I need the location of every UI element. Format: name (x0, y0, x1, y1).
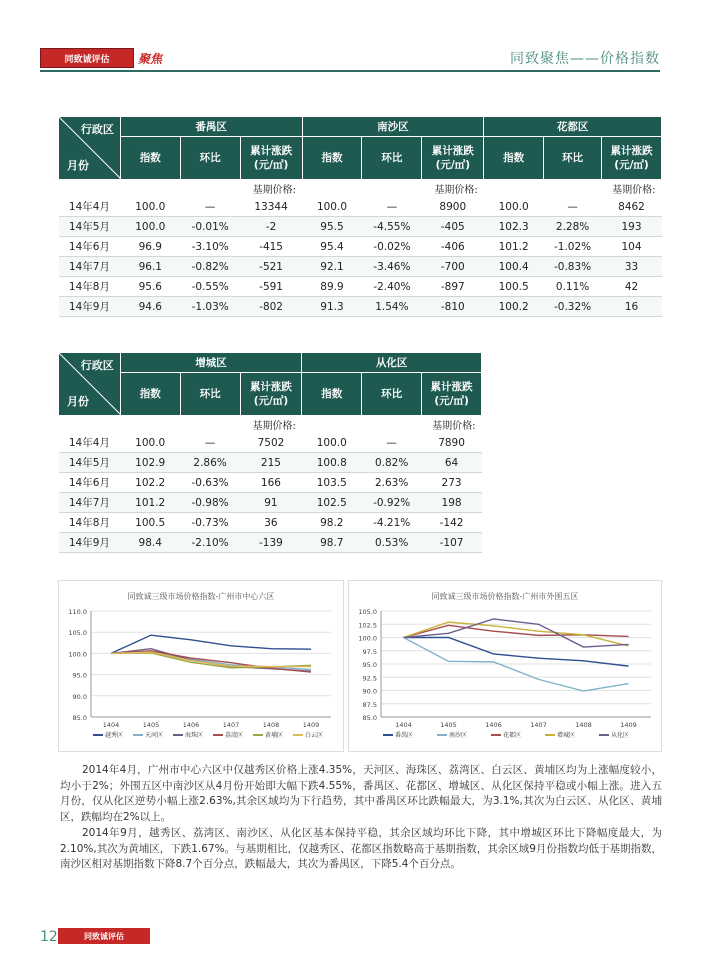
column-header: 环比 (180, 137, 240, 180)
district-header: 花都区 (484, 117, 662, 137)
value-cell: 13344 (240, 197, 302, 217)
value-cell: 89.9 (302, 277, 362, 297)
value-cell: 1.54% (362, 297, 422, 317)
value-cell: -0.02% (362, 237, 422, 257)
month-cell: 14年5月 (59, 217, 121, 237)
value-cell: -0.32% (544, 297, 602, 317)
corner-month-label: 月份 (67, 159, 89, 172)
value-cell: 7890 (422, 433, 482, 453)
value-cell: 98.2 (302, 513, 362, 533)
value-cell: 2.63% (362, 473, 422, 493)
value-cell: 100.0 (302, 433, 362, 453)
x-tick-label: 1407 (222, 721, 240, 729)
column-header: 环比 (362, 373, 422, 416)
value-cell: 102.5 (302, 493, 362, 513)
value-cell: 104 (602, 237, 662, 257)
table-row (59, 197, 662, 217)
value-cell: 0.82% (362, 453, 422, 473)
legend-label: 花都区 (503, 732, 522, 739)
value-cell: -406 (422, 237, 484, 257)
value-cell: 2.86% (180, 453, 240, 473)
series-line (404, 638, 629, 667)
y-tick-label: 92.5 (362, 674, 377, 683)
value-cell: 101.2 (120, 493, 180, 513)
column-header: 环比 (362, 137, 422, 180)
month-cell: 14年8月 (59, 277, 121, 297)
value-cell: -810 (422, 297, 484, 317)
base-price-label: 基期价格: (612, 185, 656, 196)
value-cell: 166 (240, 473, 302, 493)
value-cell: 100.0 (484, 197, 544, 217)
value-cell: -0.55% (180, 277, 240, 297)
column-header: 指数 (120, 137, 180, 180)
logo-text: 同致诚评估 (40, 48, 134, 68)
value-cell: -0.82% (180, 257, 240, 277)
value-cell: 100.0 (120, 197, 180, 217)
value-cell: 102.9 (120, 453, 180, 473)
value-cell: -0.63% (180, 473, 240, 493)
page-header (40, 46, 660, 72)
month-cell: 14年7月 (59, 493, 121, 513)
chart-title: 同致诚三级市场价格指数-广州市外围五区 (431, 592, 579, 601)
district-header: 增城区 (120, 353, 302, 373)
column-header: 累计涨跌 (元/㎡) (240, 137, 302, 180)
table-row (59, 513, 482, 533)
x-tick-label: 1408 (262, 721, 280, 729)
value-cell: -142 (422, 513, 482, 533)
index-table-1 (58, 116, 662, 317)
series-line (111, 635, 311, 653)
x-tick-label: 1407 (530, 721, 547, 729)
month-cell: 14年9月 (59, 533, 121, 553)
value-cell: 273 (422, 473, 482, 493)
value-cell: 95.4 (302, 237, 362, 257)
value-cell: 96.9 (120, 237, 180, 257)
y-tick-label: 85.0 (362, 714, 377, 722)
y-tick-label: 100.0 (68, 650, 87, 659)
value-cell: 98.7 (302, 533, 362, 553)
analysis-paragraph: 2014年4月，广州市中心六区中仅越秀区价格上涨4.35%，天河区、海珠区、荔湾区、白云区、黄埔区均为上涨幅度较小，均小于2%；外围五区中南沙区从4月份开始即大幅下跌4.55%，番禺区、花都区、增城区、从化区保持平稳或小幅上涨。进入五月份，仅从化区逆势小幅上涨2.63%,其余区域均为下行趋势，其中番禺区环比跌幅最大，为3.1%,其次为白云区、从化区、黄埔区，跌幅均在2%以上。 (60, 764, 662, 823)
value-cell: 64 (422, 453, 482, 473)
value-cell: 96.1 (120, 257, 180, 277)
value-cell: -0.73% (180, 513, 240, 533)
chart-central-districts (58, 580, 344, 752)
month-cell: 14年7月 (59, 257, 121, 277)
value-cell: 91.3 (302, 297, 362, 317)
line-chart-svg (349, 581, 661, 751)
value-cell: -4.55% (362, 217, 422, 237)
table-row (59, 473, 482, 493)
district-header: 番禺区 (120, 117, 302, 137)
legend-label: 南沙区 (449, 732, 468, 739)
y-tick-label: 105.0 (358, 608, 377, 616)
value-cell: — (180, 197, 240, 217)
value-cell: — (544, 197, 602, 217)
line-chart-svg (59, 581, 343, 751)
month-cell: 14年4月 (59, 197, 121, 217)
value-cell: -2 (240, 217, 302, 237)
value-cell: 101.2 (484, 237, 544, 257)
base-price-label-row (59, 180, 662, 198)
value-cell: 100.5 (484, 277, 544, 297)
column-header: 环比 (180, 373, 240, 416)
value-cell: -415 (240, 237, 302, 257)
value-cell: -0.92% (362, 493, 422, 513)
x-tick-label: 1404 (395, 721, 412, 729)
value-cell: 7502 (240, 433, 302, 453)
base-price-label-row (59, 416, 482, 434)
brand-logo (40, 48, 190, 68)
y-tick-label: 95.0 (362, 661, 377, 669)
y-tick-label: 90.0 (72, 692, 87, 701)
value-cell: 95.6 (120, 277, 180, 297)
legend-label: 白云区 (305, 732, 324, 739)
index-table-2 (58, 352, 482, 553)
table-row (59, 237, 662, 257)
legend-label: 增城区 (557, 732, 576, 739)
table-row (59, 257, 662, 277)
value-cell: 8900 (422, 197, 484, 217)
table-row (59, 277, 662, 297)
month-cell: 14年6月 (59, 237, 121, 257)
value-cell: 95.5 (302, 217, 362, 237)
value-cell: -521 (240, 257, 302, 277)
page-title: 同致聚焦——价格指数 (510, 51, 660, 67)
series-line (404, 625, 629, 637)
column-header: 环比 (544, 137, 602, 180)
footer-logo: 同致诚评估 (58, 928, 150, 944)
table-corner (59, 353, 121, 416)
value-cell: 100.8 (302, 453, 362, 473)
y-tick-label: 100.0 (358, 634, 377, 643)
x-tick-label: 1409 (620, 721, 637, 729)
corner-district-label: 行政区 (80, 359, 114, 372)
x-tick-label: 1406 (485, 721, 502, 729)
x-tick-label: 1404 (102, 721, 120, 729)
value-cell: -3.10% (180, 237, 240, 257)
value-cell: 215 (240, 453, 302, 473)
value-cell: 33 (602, 257, 662, 277)
value-cell: 100.0 (120, 433, 180, 453)
column-header: 累计涨跌 (元/㎡) (422, 137, 484, 180)
value-cell: 0.11% (544, 277, 602, 297)
page-number: 12 (40, 929, 58, 945)
table-row (59, 297, 662, 317)
value-cell: -0.01% (180, 217, 240, 237)
table-row (59, 493, 482, 513)
legend-label: 海珠区 (185, 732, 204, 739)
base-price-label: 基期价格: (432, 421, 476, 432)
x-tick-label: 1408 (575, 721, 592, 729)
base-price-label: 基期价格: (252, 185, 297, 196)
base-price-label: 基期价格: (434, 185, 478, 196)
logo-mark: 聚焦 (138, 51, 163, 66)
district-header: 从化区 (302, 353, 482, 373)
header-divider (40, 70, 660, 72)
y-tick-label: 110.0 (68, 608, 87, 616)
value-cell: 102.3 (484, 217, 544, 237)
value-cell: -897 (422, 277, 484, 297)
value-cell: 100.4 (484, 257, 544, 277)
value-cell: 91 (240, 493, 302, 513)
value-cell: 16 (602, 297, 662, 317)
y-tick-label: 87.5 (362, 700, 377, 709)
legend-label: 荔湾区 (225, 732, 244, 739)
value-cell: -700 (422, 257, 484, 277)
value-cell: -0.98% (180, 493, 240, 513)
value-cell: 98.4 (120, 533, 180, 553)
value-cell: 42 (602, 277, 662, 297)
table-row (59, 433, 482, 453)
value-cell: -139 (240, 533, 302, 553)
value-cell: 198 (422, 493, 482, 513)
value-cell: -0.83% (544, 257, 602, 277)
value-cell: -2.40% (362, 277, 422, 297)
legend-label: 从化区 (611, 732, 630, 739)
value-cell: 100.5 (120, 513, 180, 533)
value-cell: 2.28% (544, 217, 602, 237)
y-tick-label: 90.0 (362, 687, 377, 696)
value-cell: -4.21% (362, 513, 422, 533)
y-tick-label: 105.0 (68, 629, 87, 638)
charts-area (58, 580, 662, 750)
analysis-paragraph: 2014年9月，越秀区、荔湾区、南沙区、从化区基本保持平稳，其余区域均环比下降，其中增城区环比下降幅度最大，为2.10%,其次为黄埔区，下跌1.67%。与基期相比，仅越秀区、花都区指数略高于基期指数，其余区域9月份指数均低于基期指数，南沙区相对基期指数下降8.7个百分点，跌幅最大，其次为番禺区，下降5.4个百分点。 (60, 827, 662, 870)
column-header: 累计涨跌 (元/㎡) (240, 373, 302, 416)
value-cell: — (362, 433, 422, 453)
month-cell: 14年9月 (59, 297, 121, 317)
table-corner (59, 117, 121, 180)
value-cell: 100.2 (484, 297, 544, 317)
value-cell: -2.10% (180, 533, 240, 553)
base-price-label: 基期价格: (252, 421, 296, 432)
y-tick-label: 85.0 (72, 714, 87, 722)
month-cell: 14年8月 (59, 513, 121, 533)
column-header: 指数 (120, 373, 180, 416)
value-cell: -1.02% (544, 237, 602, 257)
value-cell: -3.46% (362, 257, 422, 277)
y-tick-label: 97.5 (362, 647, 377, 656)
chart-title: 同致诚三级市场价格指数-广州市中心六区 (127, 592, 275, 601)
value-cell: -802 (240, 297, 302, 317)
corner-month-label: 月份 (67, 395, 89, 408)
value-cell: 102.2 (120, 473, 180, 493)
legend-label: 黄埔区 (265, 732, 284, 739)
column-header: 累计涨跌 (元/㎡) (422, 373, 482, 416)
table-row (59, 533, 482, 553)
month-cell: 14年5月 (59, 453, 121, 473)
x-tick-label: 1405 (142, 721, 160, 729)
column-header: 指数 (302, 373, 362, 416)
column-header: 指数 (302, 137, 362, 180)
value-cell: 92.1 (302, 257, 362, 277)
value-cell: 100.0 (302, 197, 362, 217)
value-cell: -1.03% (180, 297, 240, 317)
value-cell: 8462 (602, 197, 662, 217)
value-cell: 103.5 (302, 473, 362, 493)
value-cell: -591 (240, 277, 302, 297)
value-cell: — (362, 197, 422, 217)
value-cell: -405 (422, 217, 484, 237)
x-tick-label: 1406 (182, 721, 200, 729)
value-cell: 100.0 (120, 217, 180, 237)
legend-label: 天河区 (145, 732, 164, 739)
page-footer (40, 926, 240, 950)
y-tick-label: 102.5 (358, 621, 377, 630)
x-tick-label: 1405 (440, 721, 457, 729)
legend-label: 越秀区 (105, 732, 124, 739)
value-cell: -107 (422, 533, 482, 553)
column-header: 累计涨跌 (元/㎡) (602, 137, 662, 180)
value-cell: 0.53% (362, 533, 422, 553)
month-cell: 14年6月 (59, 473, 121, 493)
table-row (59, 217, 662, 237)
month-cell: 14年4月 (59, 433, 121, 453)
table-row (59, 453, 482, 473)
x-tick-label: 1409 (302, 721, 320, 729)
legend-label: 番禺区 (395, 732, 414, 739)
value-cell: 193 (602, 217, 662, 237)
y-tick-label: 95.0 (72, 671, 87, 680)
value-cell: — (180, 433, 240, 453)
chart-outer-districts (348, 580, 662, 752)
value-cell: 36 (240, 513, 302, 533)
value-cell: 94.6 (120, 297, 180, 317)
column-header: 指数 (484, 137, 544, 180)
corner-district-label: 行政区 (80, 123, 114, 136)
district-header: 南沙区 (302, 117, 484, 137)
